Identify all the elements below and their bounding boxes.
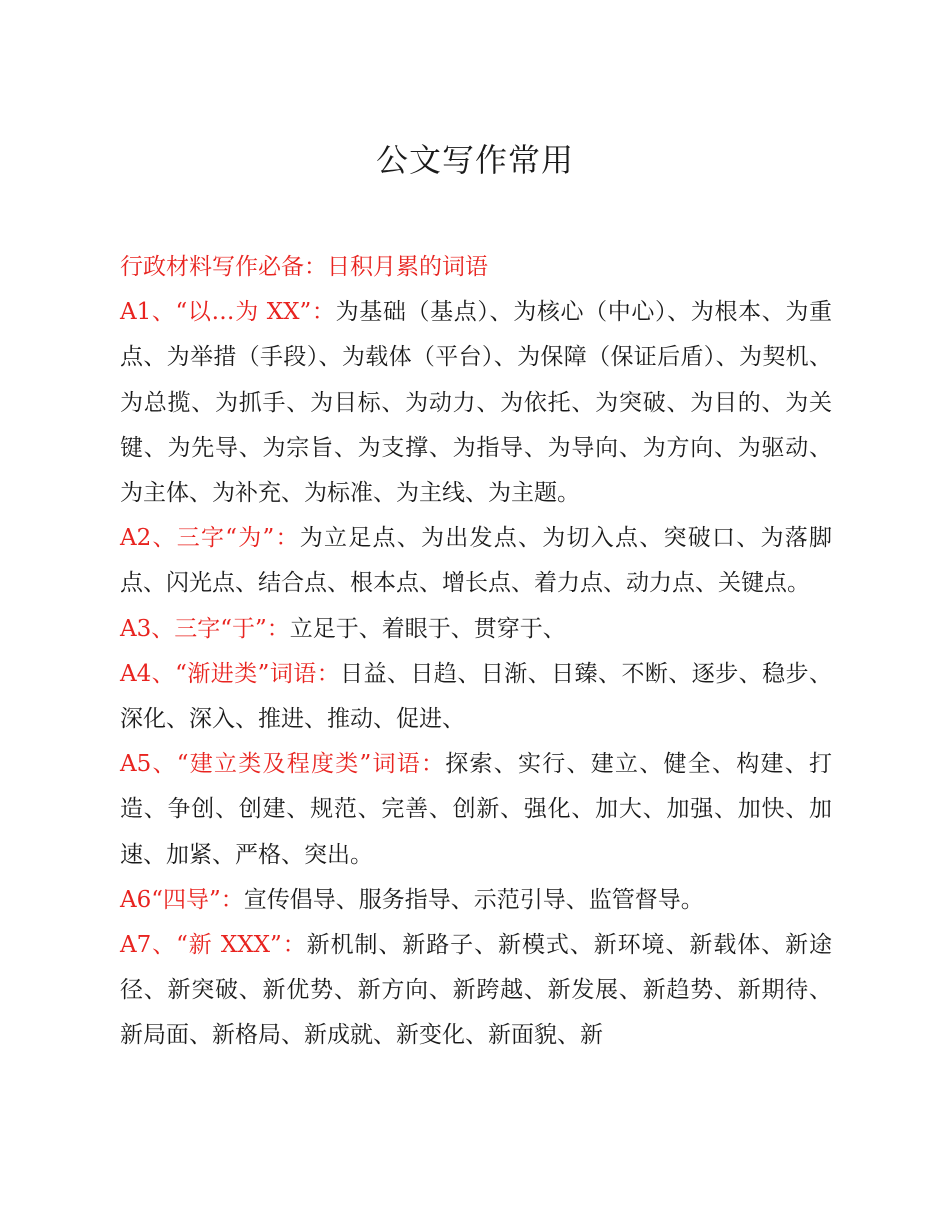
section-label: A6“四导”： [120, 886, 244, 913]
section-label: A3、三字“于”： [120, 615, 290, 642]
section-text: 为基础（基点）、为核心（中心）、为根本、为重点、为举措（手段）、为载体（平台）、为保障（保证后盾）、为契机、为总揽、为抓手、为目标、为动力、为依托、为突破、为目的、为关键、为先导、为宗旨、为支撑、为指导、为导向、为方向、为驱动、为主体、为补充、为标准、为主线、为主题。 [120, 299, 832, 507]
section-a1 [120, 290, 832, 516]
subtitle: 行政材料写作必备：日积月累的词语 [120, 254, 488, 280]
section-a3 [120, 607, 832, 652]
section-a5 [120, 742, 832, 878]
section-text: 宣传倡导、服务指导、示范引导、监管督导。 [243, 886, 704, 913]
section-a6 [120, 878, 832, 923]
section-a4 [120, 652, 832, 742]
section-text: 探索、实行、建立、健全、构建、打造、争创、创建、规范、完善、创新、强化、加大、加强、加快、加速、加紧、严格、突出。 [120, 751, 833, 868]
section-text: 为立足点、为出发点、为切入点、突破口、为落脚点、闪光点、结合点、根本点、增长点、着力点、动力点、关键点。 [120, 525, 833, 597]
section-text: 新机制、新路子、新模式、新环境、新载体、新途径、新突破、新优势、新方向、新跨越、新发展、新趋势、新期待、新局面、新格局、新成就、新变化、新面貌、新 [120, 932, 833, 1049]
section-label: A4、“渐进类”词语： [120, 660, 341, 687]
section-a7 [120, 923, 832, 1059]
section-a2 [120, 516, 832, 606]
section-label: A7、“新 XXX”： [120, 932, 307, 959]
section-text: 立足于、着眼于、贯穿于、 [289, 615, 566, 642]
section-label: A2、三字“为”： [120, 525, 300, 552]
section-text: 日益、日趋、日渐、日臻、不断、逐步、稳步、深化、深入、推进、推动、促进、 [120, 660, 832, 733]
section-label: A1、“以…为 XX”： [120, 299, 336, 326]
document-body [120, 245, 832, 1059]
page-title: 公文写作常用 [375, 141, 574, 179]
section-label: A5、“建立类及程度类”词语： [120, 751, 446, 778]
